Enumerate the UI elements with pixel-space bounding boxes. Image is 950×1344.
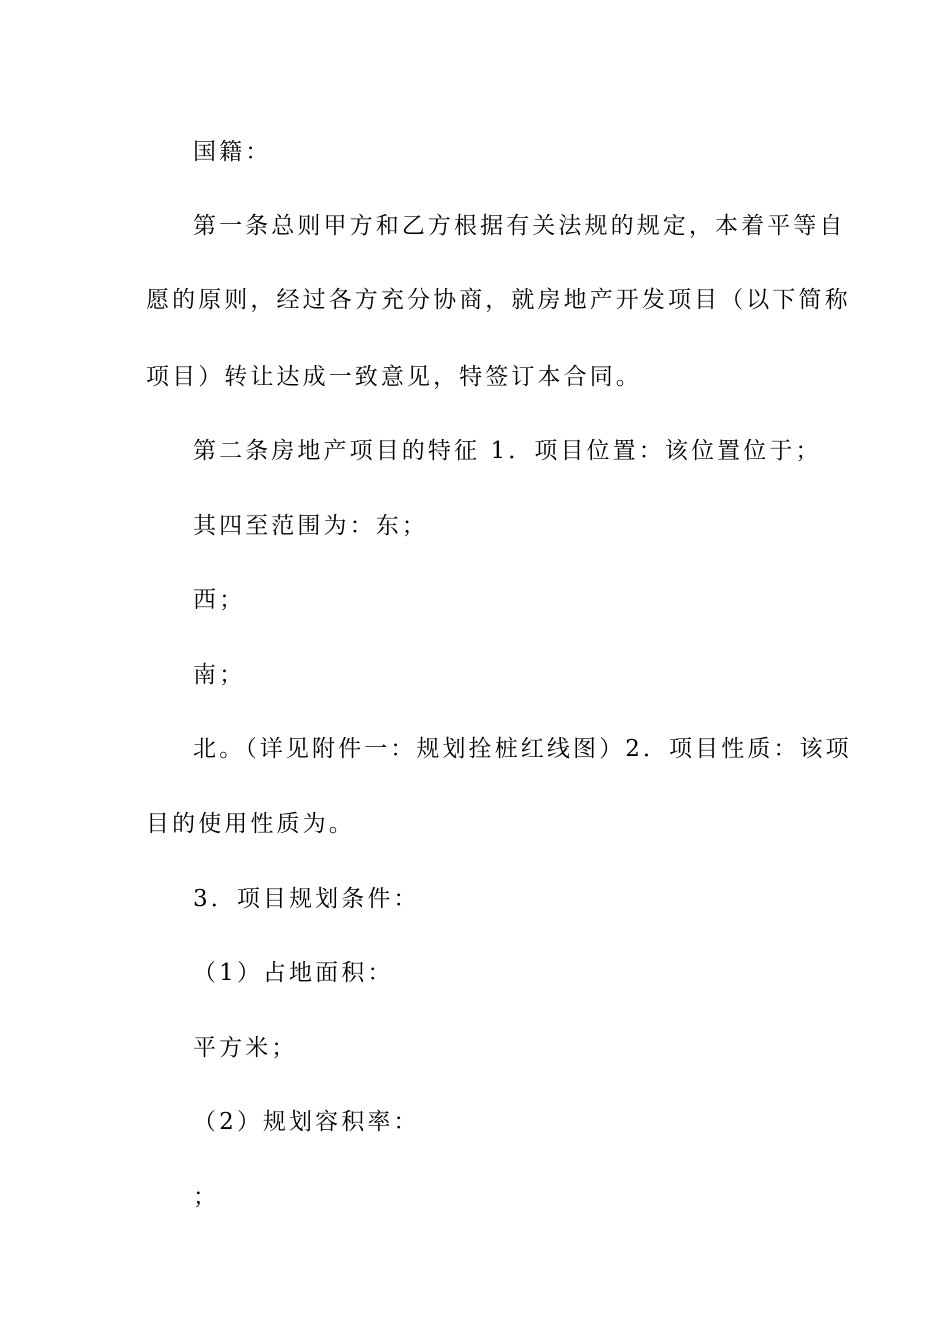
text-line-article-1-start: 第一条总则甲方和乙方根据有关法规的规定，本着平等自	[193, 213, 846, 239]
text-line-nationality: 国籍：	[193, 139, 272, 165]
text-line-boundary-north: 北。（详见附件一：规划拴桩红线图）2．项目性质：该项	[193, 736, 852, 762]
text-line-article-1-end: 项目）转让达成一致意见，特签订本合同。	[146, 364, 642, 390]
text-line-boundary-west: 西；	[193, 587, 246, 613]
text-line-boundary-south: 南；	[193, 662, 246, 688]
text-line-land-area: （1）占地面积：	[193, 960, 394, 986]
text-line-semicolon: ；	[193, 1184, 220, 1210]
text-line-project-nature: 目的使用性质为。	[146, 811, 355, 837]
text-line-article-1-cont: 愿的原则，经过各方充分协商，就房地产开发项目（以下简称	[146, 287, 851, 313]
text-line-article-2-start: 第二条房地产项目的特征 1．项目位置：该位置位于；	[193, 438, 822, 464]
text-line-plot-ratio: （2）规划容积率：	[193, 1109, 420, 1135]
text-line-boundary-east: 其四至范围为：东；	[193, 513, 428, 539]
text-line-planning-conditions: 3．项目规划条件：	[193, 886, 420, 912]
text-line-square-meters: 平方米；	[193, 1035, 298, 1061]
